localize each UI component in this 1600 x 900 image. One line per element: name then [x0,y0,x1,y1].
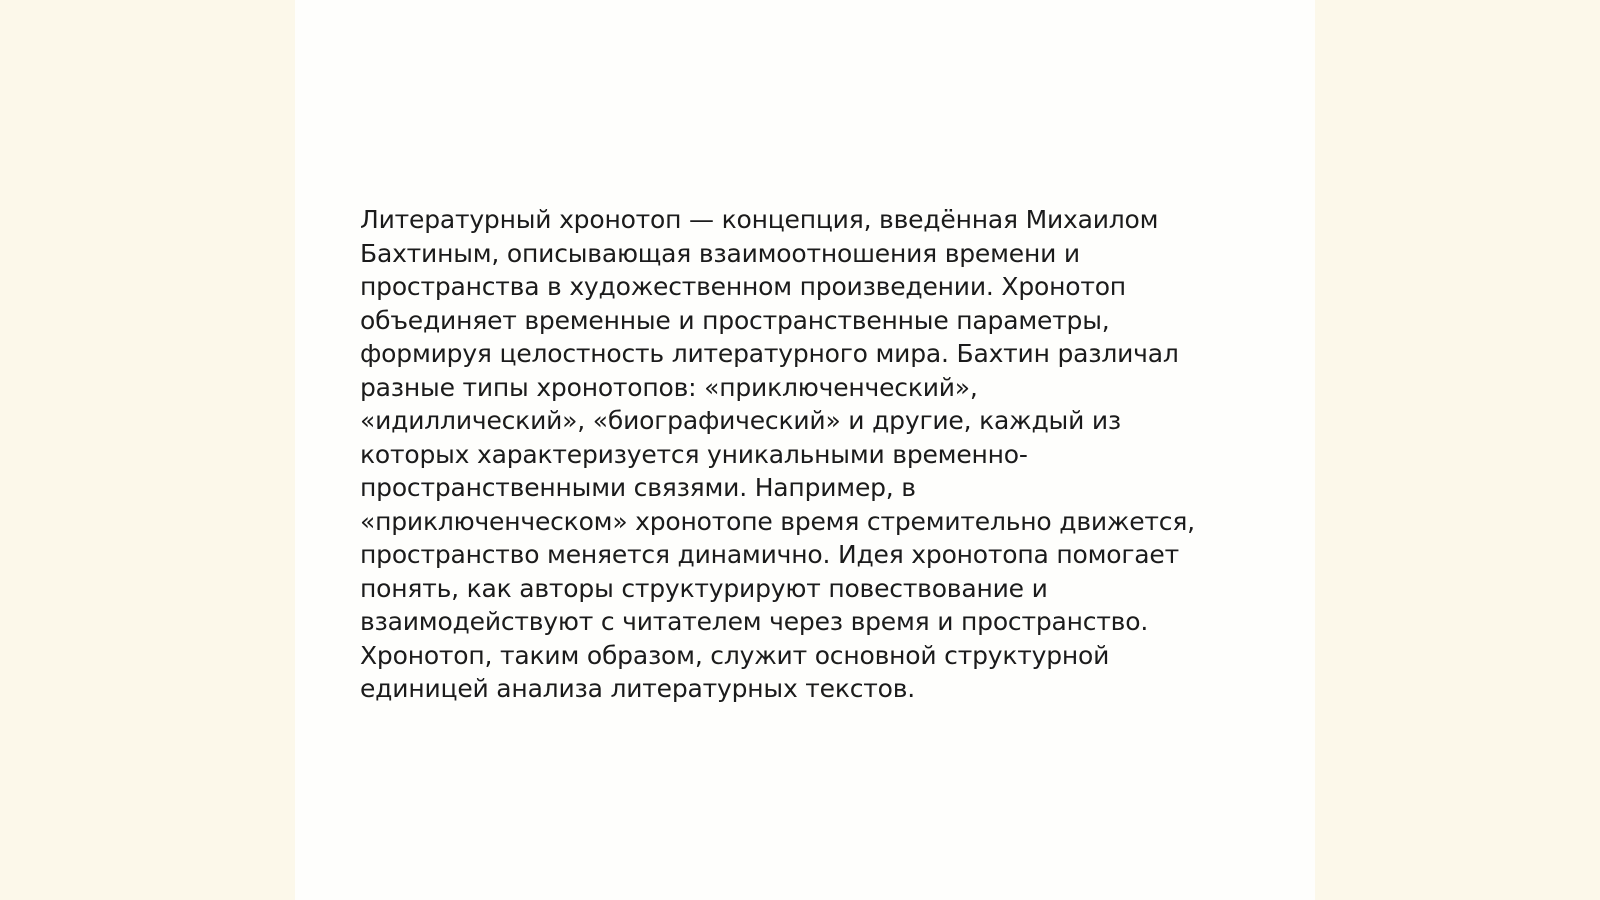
text-line: «идиллический», «биографический» и другие, каждый из [360,406,1121,435]
text-line: взаимодействуют с читателем через время и пространство. [360,607,1149,636]
text-line: Литературный хронотоп — концепция, введённая Михаилом [360,205,1159,234]
text-line: единицей анализа литературных текстов. [360,674,916,703]
text-line: понять, как авторы структурируют повествование и [360,573,1048,603]
document-page [295,0,1315,900]
text-line: разные типы хронотопов: «приключенческий», [360,372,978,402]
text-line: пространственными связями. Например, в [360,473,916,502]
text-line: «приключенческом» хронотопе время стремительно движется, [360,506,1195,536]
text-line: пространство меняется динамично. Идея хронотопа помогает [360,540,1179,569]
text-line: Бахтиным, описывающая взаимоотношения времени и [360,238,1080,268]
text-line: пространства в художественном произведении. Хронотоп [360,272,1126,301]
text-line: объединяет временные и пространственные параметры, [360,305,1110,335]
text-line: Хронотоп, таким образом, служит основной структурной [360,640,1110,670]
body-paragraph [360,203,1260,706]
text-line: которых характеризуется уникальными временно- [360,439,1028,469]
text-line: формируя целостность литературного мира. Бахтин различал [360,339,1179,368]
